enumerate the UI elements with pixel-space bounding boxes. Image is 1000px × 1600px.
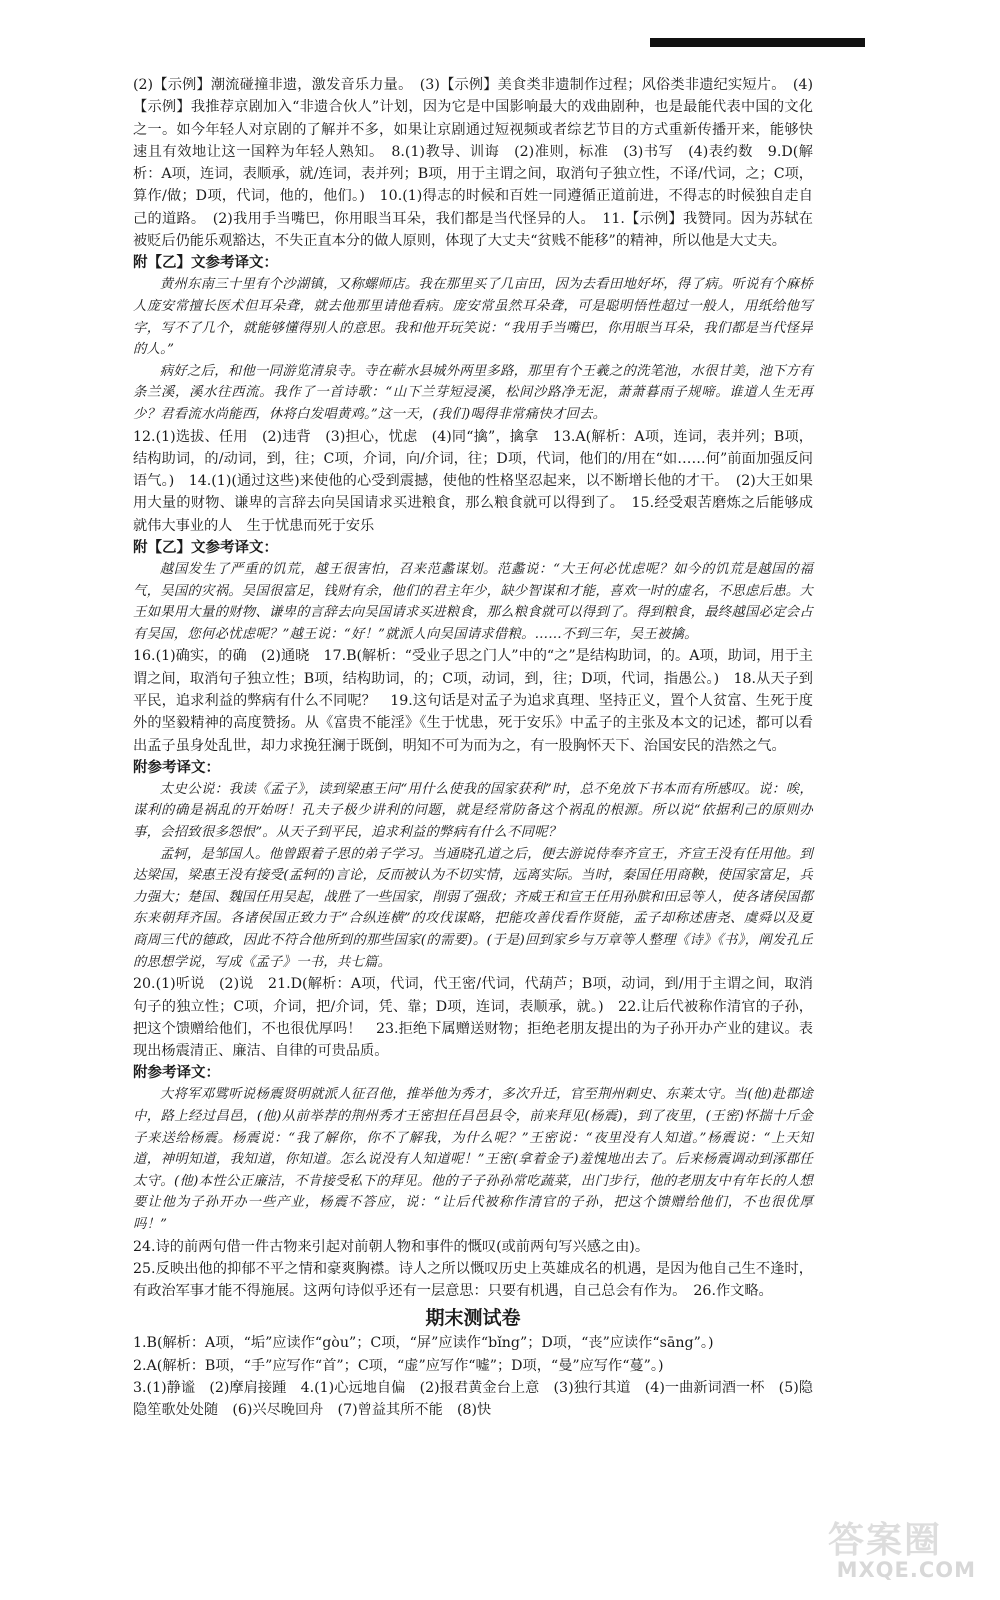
translation-heading: 附【乙】文参考译文：: [133, 255, 278, 272]
watermark-logo: 答案圈: [827, 1520, 942, 1561]
answer-paragraph: 3.(1)静谧 (2)摩肩接踵 4.(1)心远地自偏 (2)报君黄金台上意 (3)独行其道 (4)一曲新词酒一杯 (5)隐隐笙歌处处随 (6)兴尽晚回舟 (7)曾益其所不能 (8)快: [133, 1380, 813, 1419]
translation-paragraph: 病好之后，和他一同游览清泉寺。寺在蕲水县城外两里多路，那里有个王羲之的洗笔池，水很甘美，池下方有条兰溪，溪水往西流。我作了一首诗歌：“山下兰芽短浸溪，松间沙路净无泥，萧萧暮雨子规啼。谁道人生无再少？君看流水尚能西，休将白发唱黄鸡。”这一天，(我们)喝得非常痛快才回去。: [133, 363, 813, 422]
answer-page-content: [133, 74, 813, 1422]
answer-paragraph: 1.B(解析：A项，“垢”应读作“gòu”；C项，“屏”应读作“bǐng”；D项，“丧”应读作“sāng”。): [133, 1335, 714, 1352]
translation-heading: 附参考译文：: [133, 759, 220, 776]
answer-paragraph: 20.(1)听说 (2)说 21.D(解析：A项，代词，代王密/代词，代葫芦；B项，动词，到/用于主谓之间，取消句子的独立性；C项，介词，把/介词，凭、靠；D项，连词，表顺承，就。) 22.让后代被称作清官的子孙，把这个馈赠给他们，不也很优厚吗！ 23.拒绝下属赠送财物；拒绝老朋友提出的为子孙开办产业的建议。表现出杨震清正、廉洁、自律的可贵品质。: [133, 976, 813, 1060]
answer-paragraph: 16.(1)确实，的确 (2)通晓 17.B(解析：“受业子思之门人”中的“之”是结构助词，的。A项，助词，用于主谓之间，取消句子独立性；B项，结构助词，的；C项，动词，到，往；D项，代词，指愚公。) 18.从天子到平民，追求利益的弊病有什么不同呢？ 19.这句话是对孟子为追求真理、坚持正义，置个人贫富、生死于度外的坚毅精神的高度赞扬。从《富贵不能淫》《生于忧患，死于安乐》中孟子的主张及本文的记述，都可以看出孟子虽身处乱世，却力求挽狂澜于既倒，明知不可为而为之，有一股胸怀天下、治国安民的浩然之气。: [133, 648, 813, 754]
section-title: 期末测试卷: [425, 1307, 521, 1330]
answer-paragraph: 12.(1)选拔、任用 (2)违背 (3)担心，忧虑 (4)同“擒”，擒拿 13.A(解析：A项，连词，表并列；B项，结构助词，的/动词，到，往；C项，介词，向/介词，往；D项，代词，他们的/用在“如……何”前面加强反问语气。) 14.(1)(通过这些)来使他的心受到震撼，使他的性格坚忍起来，以不断增长他的才干。 (2)大王如果用大量的财物、谦卑的言辞去向吴国请求买进粮食，那么粮食就可以得到了。 15.经受艰苦磨炼之后能够成就伟大事业的人 生于忧患而死于安乐: [133, 428, 813, 534]
translation-paragraph: 太史公说：我读《孟子》，读到梁惠王问“用什么使我的国家获利”时，总不免放下书本而有所感叹。说：唉，谋利的确是祸乱的开始呀！孔夫子极少讲利的问题，就是经常防备这个祸乱的根源。所以说“依据利己的原则办事，会招致很多怨恨”。从天子到平民，追求利益的弊病有什么不同呢？: [133, 781, 813, 841]
site-watermark: [790, 1512, 980, 1582]
answer-paragraph: 2.A(解析：B项，“手”应写作“首”；C项，“虚”应写作“嘘”；D项，“曼”应写作“蔓”。): [133, 1357, 664, 1374]
answer-paragraph: (2)【示例】潮流碰撞非遗，激发音乐力量。 (3)【示例】美食类非遗制作过程；风俗类非遗纪实短片。 (4)【示例】我推荐京剧加入“非遗合伙人”计划，因为它是中国影响最大的戏曲剧种，也是最能代表中国的文化之一。如今年轻人对京剧的了解并不多，如果让京剧通过短视频或者综艺节目的方式重新传播开来，能够快速且有效地让这一国粹为年轻人熟知。 8.(1)教导、训诲 (2)准则，标准 (3)书写 (4)表约数 9.D(解析：A项，连词，表顺承，就/连词，表并列；B项，用于主谓之间，取消句子独立性，不译/代词，之；C项，算作/做；D项，代词，他的，他们。) 10.(1)得志的时候和百姓一同遵循正道前进，不得志的时候独自走自己的道路。 (2)我用手当嘴巴，你用眼当耳朵，我们都是当代怪异的人。 11.【示例】我赞同。因为苏轼在被贬后仍能乐观豁达，不失正直本分的做人原则，体现了大丈夫“贫贱不能移”的精神，所以他是大丈夫。: [133, 77, 813, 250]
header-rule: [650, 38, 865, 47]
translation-paragraph: 孟轲，是邹国人。他曾跟着子思的弟子学习。当通晓孔道之后，便去游说侍奉齐宣王，齐宣王没有任用他。到达梁国，梁惠王没有接受(孟轲的)言论，反而被认为不切实情，远离实际。当时，秦国任用商鞅，使国家富足，兵力强大；楚国、魏国任用吴起，战胜了一些国家，削弱了强敌；齐威王和宣王任用孙膑和田忌等人，使各诸侯国都东来朝拜齐国。各诸侯国正致力于“合纵连横”的攻伐谋略，把能攻善伐看作贤能，孟子却称述唐尧、虞舜以及夏商周三代的德政，因此不符合他所到的那些国家(的需要)。(于是)回到家乡与万章等人整理《诗》《书》，阐发孔丘的思想学说，写成《孟子》一书，共七篇。: [133, 846, 813, 970]
translation-heading: 附【乙】文参考译文：: [133, 540, 278, 557]
translation-paragraph: 越国发生了严重的饥荒，越王很害怕，召来范蠡谋划。范蠡说：“大王何必忧虑呢？如今的饥荒是越国的福气，吴国的灾祸。吴国很富足，钱财有余，他们的君主年少，缺少智谋和才能，喜欢一时的虚名，不思虑后患。大王如果用大量的财物、谦卑的言辞去向吴国请求买进粮食，那么粮食就可以得到了。得到粮食，最终越国必定会占有吴国，您何必忧虑呢？”越王说：“好！”就派人向吴国请求借粮。……不到三年，吴王被擒。: [133, 562, 813, 642]
watermark-site: MXQE.COM: [836, 1558, 976, 1582]
translation-paragraph: 大将军邓骘听说杨震贤明就派人征召他，推举他为秀才，多次升迁，官至荆州刺史、东莱太守。当(他)赴郡途中，路上经过昌邑，(他)从前举荐的荆州秀才王密担任昌邑县令，前来拜见(杨震)，到了夜里，(王密)怀揣十斤金子来送给杨震。杨震说：“我了解你，你不了解我，为什么呢？”王密说：“夜里没有人知道。”杨震说：“上天知道，神明知道，我知道，你知道。怎么说没有人知道呢！”王密(拿着金子)羞愧地出去了。后来杨震调动到涿郡任太守。(他)本性公正廉洁，不肯接受私下的拜见。他的子子孙孙常吃蔬菜，出门步行，他的老朋友中有年长的人想要让他为子孙开办一些产业，杨震不答应，说：“让后代被称作清官的子孙，把这个馈赠给他们，不也很优厚吗！”: [133, 1087, 813, 1232]
answer-paragraph: 24.诗的前两句借一件古物来引起对前朝人物和事件的慨叹(或前两句写兴感之由)。: [133, 1238, 650, 1255]
answer-paragraph: 25.反映出他的抑郁不平之情和豪爽胸襟。诗人之所以慨叹历史上英雄成名的机遇，是因为他自己生不逢时，有政治军事才能不得施展。这两句诗似乎还有一层意思：只要有机遇，自己总会有作为。 26.作文略。: [133, 1260, 813, 1300]
translation-heading: 附参考译文：: [133, 1065, 220, 1082]
translation-paragraph: 黄州东南三十里有个沙湖镇，又称螺师店。我在那里买了几亩田，因为去看田地好坏，得了病。听说有个麻桥人庞安常擅长医术但耳朵聋，就去他那里请他看病。庞安常虽然耳朵聋，可是聪明悟性超过一般人，用纸给他写字，写不了几个，就能够懂得别人的意思。我和他开玩笑说：“我用手当嘴巴，你用眼当耳朵，我们都是当代怪异的人。”: [133, 277, 813, 358]
